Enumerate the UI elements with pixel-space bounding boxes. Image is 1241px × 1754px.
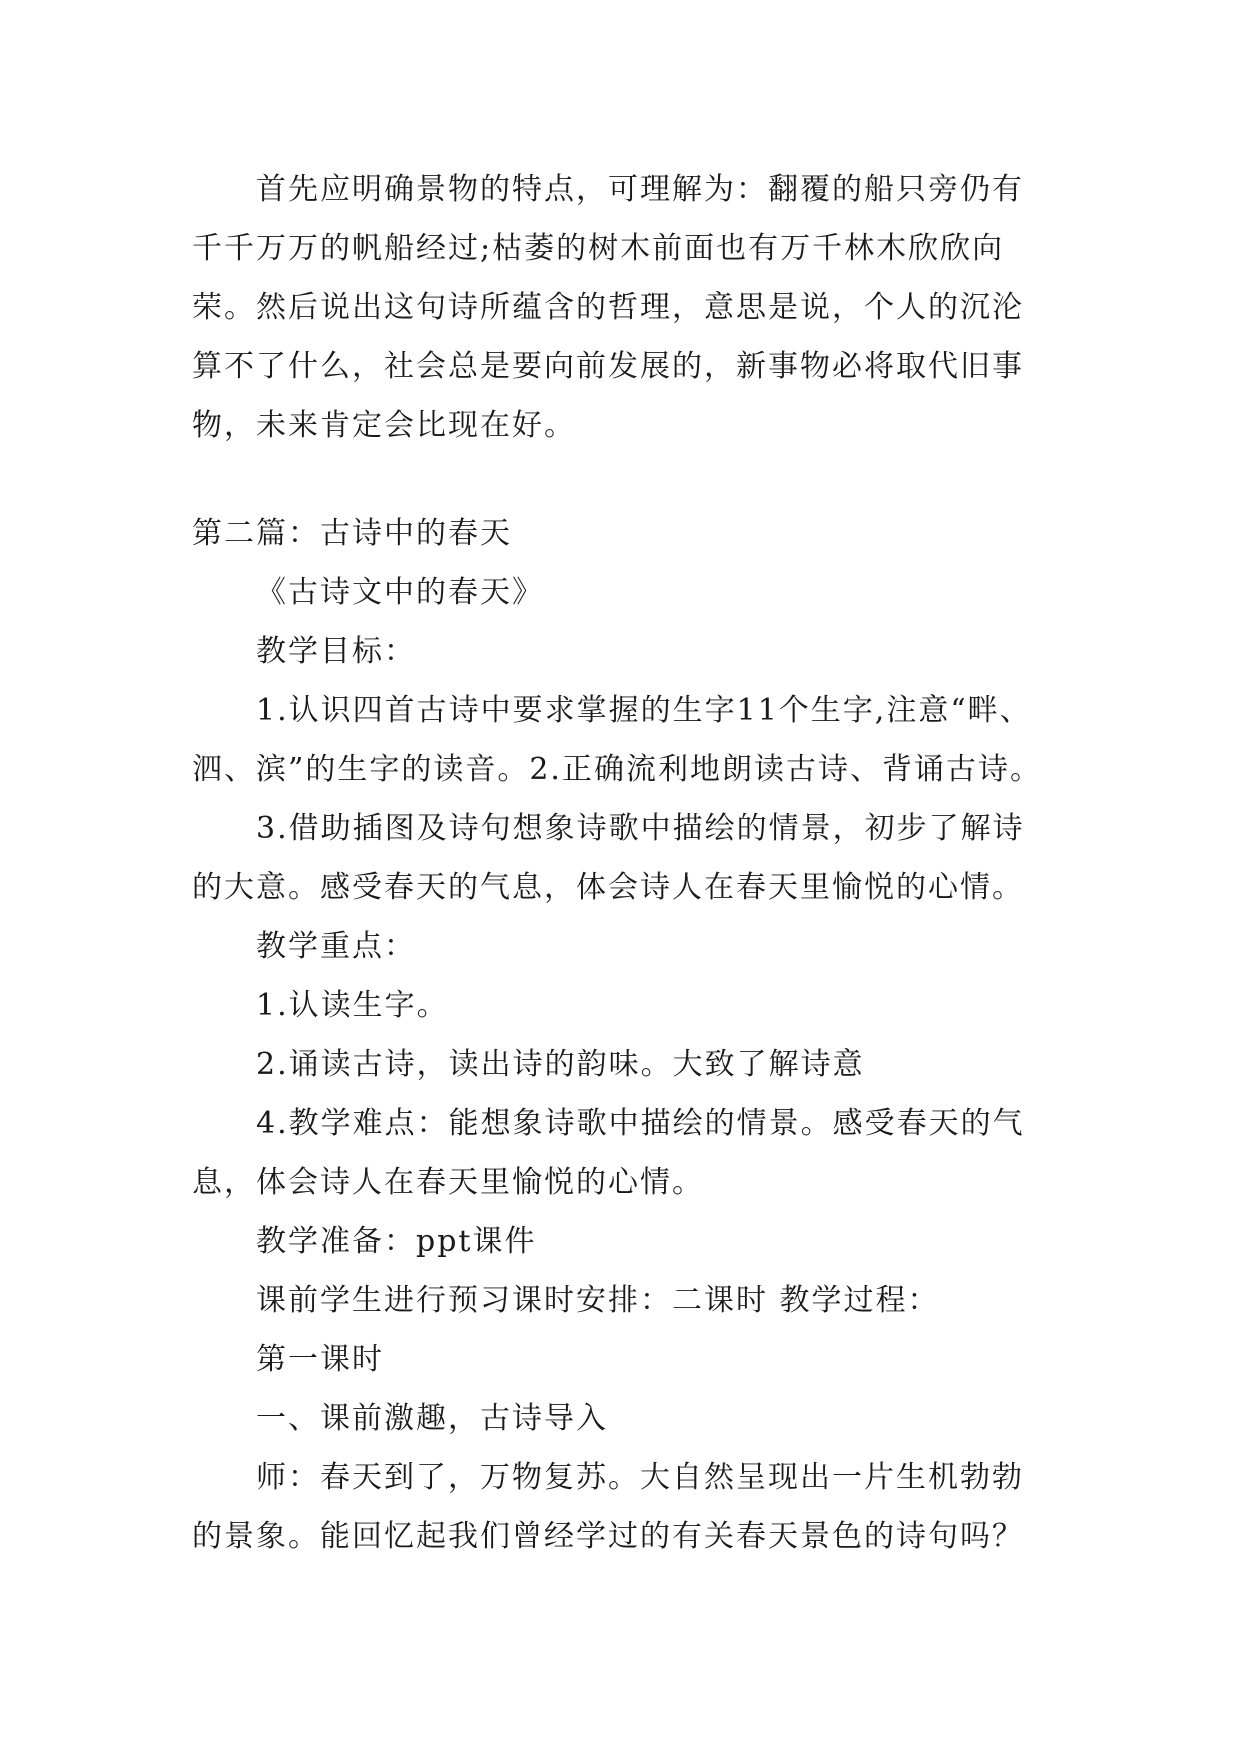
paragraph-difficulties: 4.教学难点：能想象诗歌中描绘的情景。感受春天的气息，体会诗人在春天里愉悦的心情。 (192, 1106, 1025, 1200)
paragraph-objectives-heading: 教学目标： (256, 634, 416, 669)
paragraph-preparation: 教学准备：ppt课件 (256, 1224, 537, 1259)
paragraph-step-1: 一、课前激趣，古诗导入 (256, 1401, 608, 1436)
intro-paragraph: 首先应明确景物的特点，可理解为：翻覆的船只旁仍有千千万万的帆船经过;枯萎的树木前面也有万千林木欣欣向荣。然后说出这句诗所蕴含的哲理，意思是说，个人的沉沦算不了什么，社会总是要向前发展的，新事物必将取代旧事物，未来肯定会比现在好。 (192, 172, 1024, 443)
paragraph-schedule: 课前学生进行预习课时安排：二课时 教学过程： (256, 1283, 940, 1318)
paragraph-key-points-heading: 教学重点： (256, 929, 416, 964)
paragraph-key-point-2: 2.诵读古诗，读出诗的韵味。大致了解诗意 (256, 1047, 865, 1082)
paragraph-book-title: 《古诗文中的春天》 (256, 575, 544, 610)
paragraph-first-lesson: 第一课时 (256, 1342, 384, 1377)
section-title: 第二篇：古诗中的春天 (192, 516, 512, 551)
paragraph-objective-1: 1.认识四首古诗中要求掌握的生字11个生字,注意“畔、泗、滨”的生字的读音。2.正确流利地朗读古诗、背诵古诗。 (192, 693, 1042, 787)
section-body (192, 563, 1052, 1566)
paragraph-key-point-1: 1.认读生字。 (256, 988, 449, 1023)
paragraph-objective-3: 3.借助插图及诗句想象诗歌中描绘的情景，初步了解诗的大意。感受春天的气息，体会诗人在春天里愉悦的心情。 (192, 811, 1025, 905)
paragraph-teacher-prompt: 师：春天到了，万物复苏。大自然呈现出一片生机勃勃的景象。能回忆起我们曾经学过的有关春天景色的诗句吗？ (192, 1460, 1024, 1554)
